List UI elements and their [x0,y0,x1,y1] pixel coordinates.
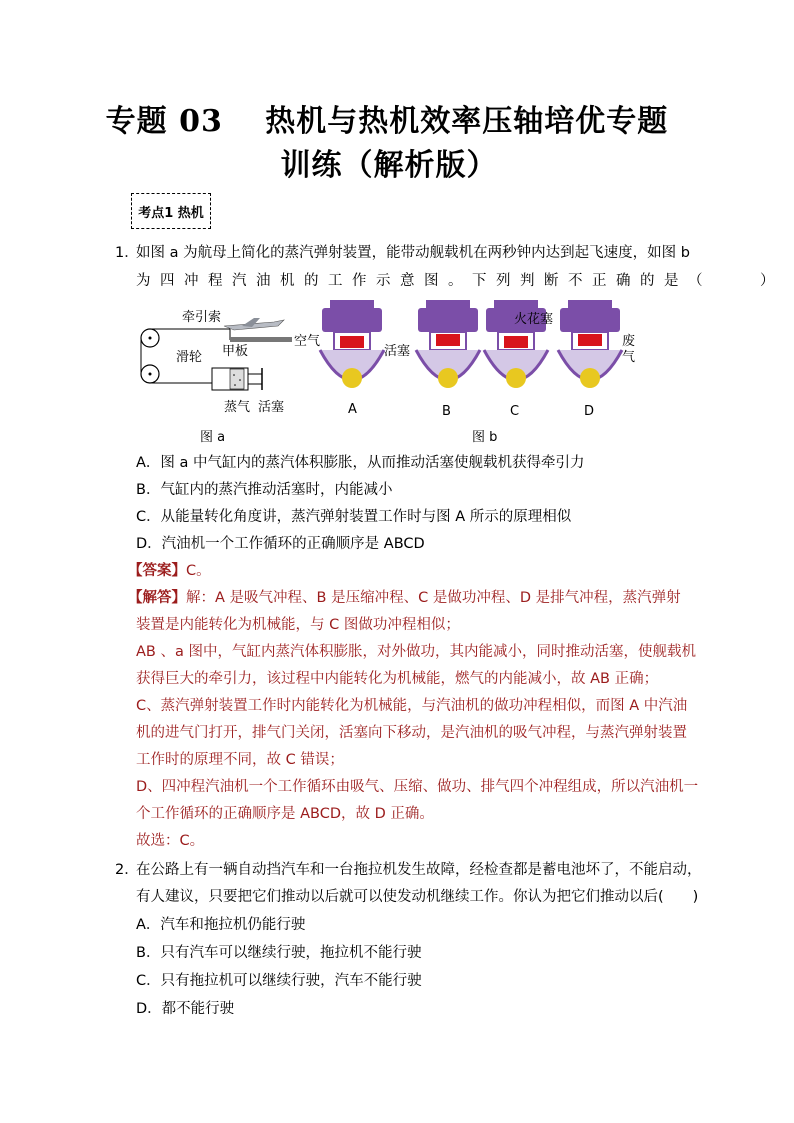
label-deck: 甲板 [222,344,249,359]
q1-stem-line2: 为四冲程汽油机的工作示意图。下列判断不正确的是（ ） [136,273,784,289]
q1-explain-line3: AB 、a 图中，气缸内蒸汽体积膨胀，对外做功，其内能减小，同时推动活塞，使舰载机 [136,644,696,660]
engine-B [416,300,480,388]
explain-label: 【解答】 [128,590,186,606]
q1-option-c: C．从能量转化角度讲，蒸汽弹射装置工作时与图 A 所示的原理相似 [136,509,572,525]
label-air: 空气 [294,334,321,349]
q1-explain-line8: D、四冲程汽油机一个工作循环由吸气、压缩、做功、排气四个冲程组成，所以汽油机一 [136,779,699,795]
figure-a-catapult [141,318,292,390]
label-rope: 牵引索 [182,310,222,325]
q1-explain-line6: 机的进气门打开，排气门关闭，活塞向下移动，是汽油机的吸气冲程，与蒸汽弹射装置 [136,725,687,741]
stroke-label-A: A [348,402,357,417]
q2-option-c: C．只有拖拉机可以继续行驶，汽车不能行驶 [136,973,422,989]
label-spark-plug: 火花塞 [514,312,554,327]
q1-explain-line5: C、蒸汽弹射装置工作时内能转化为机械能，与汽油机的做功冲程相似，而图 A 中汽油 [136,698,688,714]
q1-explain-line2: 装置是内能转化为机械能，与 C 图做功冲程相似； [136,617,460,633]
q1-explain-line1 [128,586,681,607]
q1-explain-line7: 工作时的原理不同，故 C 错误； [136,752,344,768]
q1-explain-line9: 个工作循环的正确顺序是 ABCD，故 D 正确。 [136,806,434,822]
q2-stem-line2: 有人建议，只要把它们推动以后就可以使发动机继续工作。你认为把它们推动以后( ) [136,889,699,905]
q1-figure [134,296,654,450]
q2-stem-line1: 在公路上有一辆自动挡汽车和一台拖拉机发生故障，经检查都是蓄电池坏了，不能启动， [136,862,702,878]
q1-explain-line10: 故选：C。 [136,833,205,849]
explain-text-0: 解：A 是吸气冲程、B 是压缩冲程、C 是做功冲程、D 是排气冲程，蒸汽弹射 [186,590,681,606]
answer-label: 【答案】 [128,563,186,579]
q1-stem-line1: 如图 a 为航母上简化的蒸汽弹射装置，能带动舰载机在两秒钟内达到起飞速度，如图 b [136,245,690,261]
label-piston-a: 活塞 [258,400,285,415]
label-exhaust-1: 废 [622,334,636,349]
engine-A [320,300,384,388]
q2-number: 2． [115,862,139,878]
q1-option-a: A．图 a 中气缸内的蒸汽体积膨胀，从而推动活塞使舰载机获得牵引力 [136,455,585,471]
figure-b-caption: 图 b [472,430,498,445]
q1-number: 1． [115,245,139,261]
q2-option-a: A．汽车和拖拉机仍能行驶 [136,917,306,933]
page-title-line1: 专题 03 热机与热机效率压轴培优专题 [105,104,669,139]
label-pulley: 滑轮 [176,350,203,365]
q1-option-d: D．汽油机一个工作循环的正确顺序是 ABCD [136,536,425,552]
stroke-label-D: D [584,404,595,419]
section-tag: 考点1 热机 [131,193,211,229]
answer-value: C。 [186,563,211,579]
label-steam: 蒸气 [224,400,251,415]
page-title-line2: 训练（解析版） [280,148,498,183]
stroke-label-B: B [442,404,451,419]
engine-D [558,300,622,388]
q2-option-d: D．都不能行驶 [136,1001,235,1017]
stroke-label-C: C [510,404,520,419]
q2-option-b: B．只有汽车可以继续行驶，拖拉机不能行驶 [136,945,422,961]
figure-a-caption: 图 a [200,430,226,445]
label-piston-b: 活塞 [384,344,411,359]
q1-answer [128,559,211,580]
q1-explain-line4: 获得巨大的牵引力，该过程中内能转化为机械能，燃气的内能减小，故 AB 正确； [136,671,659,687]
label-exhaust-2: 气 [622,350,636,365]
q1-option-b: B．气缸内的蒸汽推动活塞时，内能减小 [136,482,393,498]
